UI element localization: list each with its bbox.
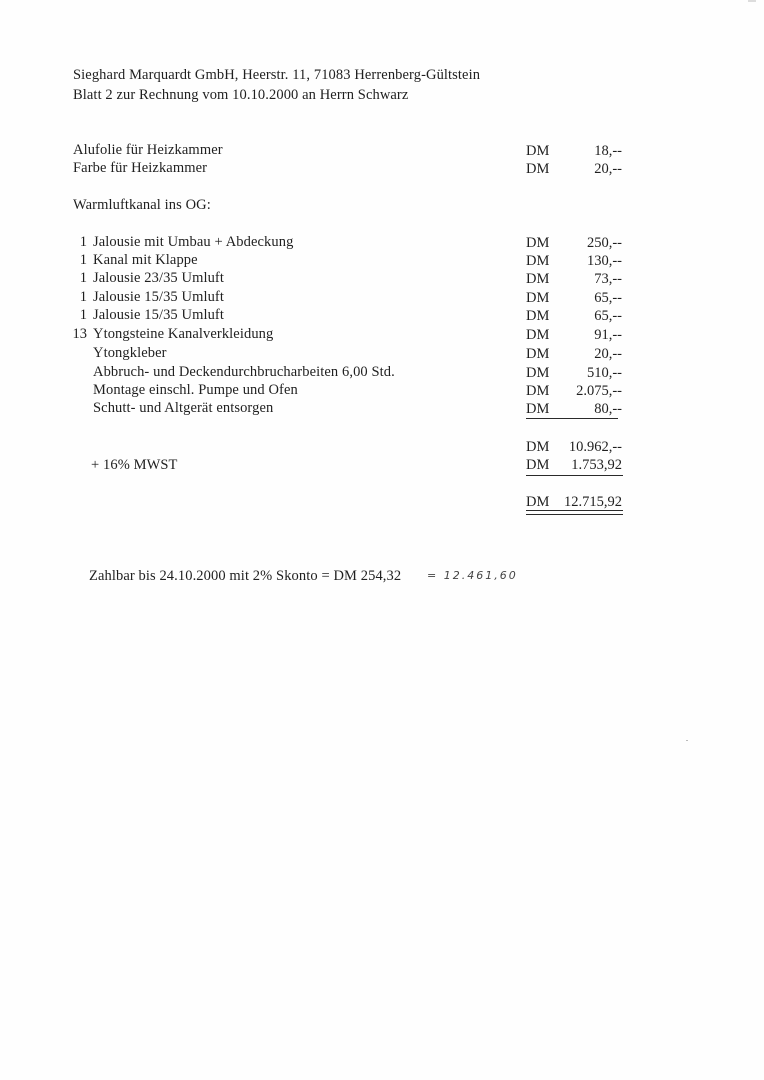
item-amount: 510,-- xyxy=(586,365,622,381)
total-double-underline xyxy=(526,510,623,515)
item-label: Jalousie 23/35 Umluft xyxy=(93,270,224,286)
tax-amount: 1.753,92 xyxy=(571,457,622,473)
item-label: Farbe für Heizkammer xyxy=(73,160,208,176)
item-label: Jalousie 15/35 Umluft xyxy=(93,289,224,305)
item-currency: DM xyxy=(526,401,550,417)
tax-label: + 16% MWST xyxy=(91,457,178,473)
subtotal-amount: 10.962,-- xyxy=(568,439,622,455)
item-currency: DM xyxy=(526,161,550,177)
item-quantity: 13 xyxy=(72,326,87,342)
item-currency: DM xyxy=(526,235,550,251)
scan-artifact xyxy=(686,740,688,741)
company-address-line: Sieghard Marquardt GmbH, Heerstr. 11, 71083 Herrenberg-Gültstein xyxy=(73,67,481,83)
item-currency: DM xyxy=(526,271,550,287)
item-amount: 80,-- xyxy=(594,401,622,417)
tax-currency: DM xyxy=(526,457,550,473)
item-label: Ytongkleber xyxy=(93,345,167,361)
item-currency: DM xyxy=(526,327,550,343)
item-list-underline xyxy=(526,400,618,419)
item-quantity: 1 xyxy=(79,234,87,250)
item-amount: 91,-- xyxy=(594,327,622,343)
tax-underline xyxy=(526,457,623,476)
item-label: Kanal mit Klappe xyxy=(93,252,198,268)
item-label: Ytongsteine Kanalverkleidung xyxy=(93,326,274,342)
item-currency: DM xyxy=(526,290,550,306)
item-label: Abbruch- und Deckendurchbrucharbeiten 6,00 Std. xyxy=(93,364,395,380)
item-amount: 20,-- xyxy=(594,161,622,177)
item-amount: 18,-- xyxy=(594,143,622,159)
item-quantity: 1 xyxy=(79,252,87,268)
total-amount: 12.715,92 xyxy=(564,494,622,510)
item-quantity: 1 xyxy=(79,307,87,323)
item-label: Schutt- und Altgerät entsorgen xyxy=(93,400,274,416)
item-quantity: 1 xyxy=(79,289,87,305)
handwritten-note: = 12.461,60 xyxy=(427,569,518,582)
section-title: Warmluftkanal ins OG: xyxy=(73,197,211,213)
item-currency: DM xyxy=(526,143,550,159)
total-currency: DM xyxy=(526,494,550,510)
payment-terms: Zahlbar bis 24.10.2000 mit 2% Skonto = DM 254,32 xyxy=(89,568,402,584)
item-currency: DM xyxy=(526,253,550,269)
item-amount: 250,-- xyxy=(586,235,622,251)
item-amount: 2.075,-- xyxy=(576,383,622,399)
subtotal-currency: DM xyxy=(526,439,550,455)
item-label: Montage einschl. Pumpe und Ofen xyxy=(93,382,298,398)
item-currency: DM xyxy=(526,346,550,362)
item-amount: 65,-- xyxy=(594,290,622,306)
item-amount: 73,-- xyxy=(594,271,622,287)
item-amount: 130,-- xyxy=(586,253,622,269)
item-amount: 65,-- xyxy=(594,308,622,324)
item-label: Jalousie mit Umbau + Abdeckung xyxy=(93,234,294,250)
item-currency: DM xyxy=(526,365,550,381)
item-quantity: 1 xyxy=(79,270,87,286)
invoice-sheet-reference: Blatt 2 zur Rechnung vom 10.10.2000 an Herrn Schwarz xyxy=(73,87,409,103)
item-currency: DM xyxy=(526,308,550,324)
item-label: Jalousie 15/35 Umluft xyxy=(93,307,224,323)
item-amount: 20,-- xyxy=(594,346,622,362)
item-label: Alufolie für Heizkammer xyxy=(73,142,223,158)
item-currency: DM xyxy=(526,383,550,399)
scan-artifact xyxy=(748,0,756,2)
